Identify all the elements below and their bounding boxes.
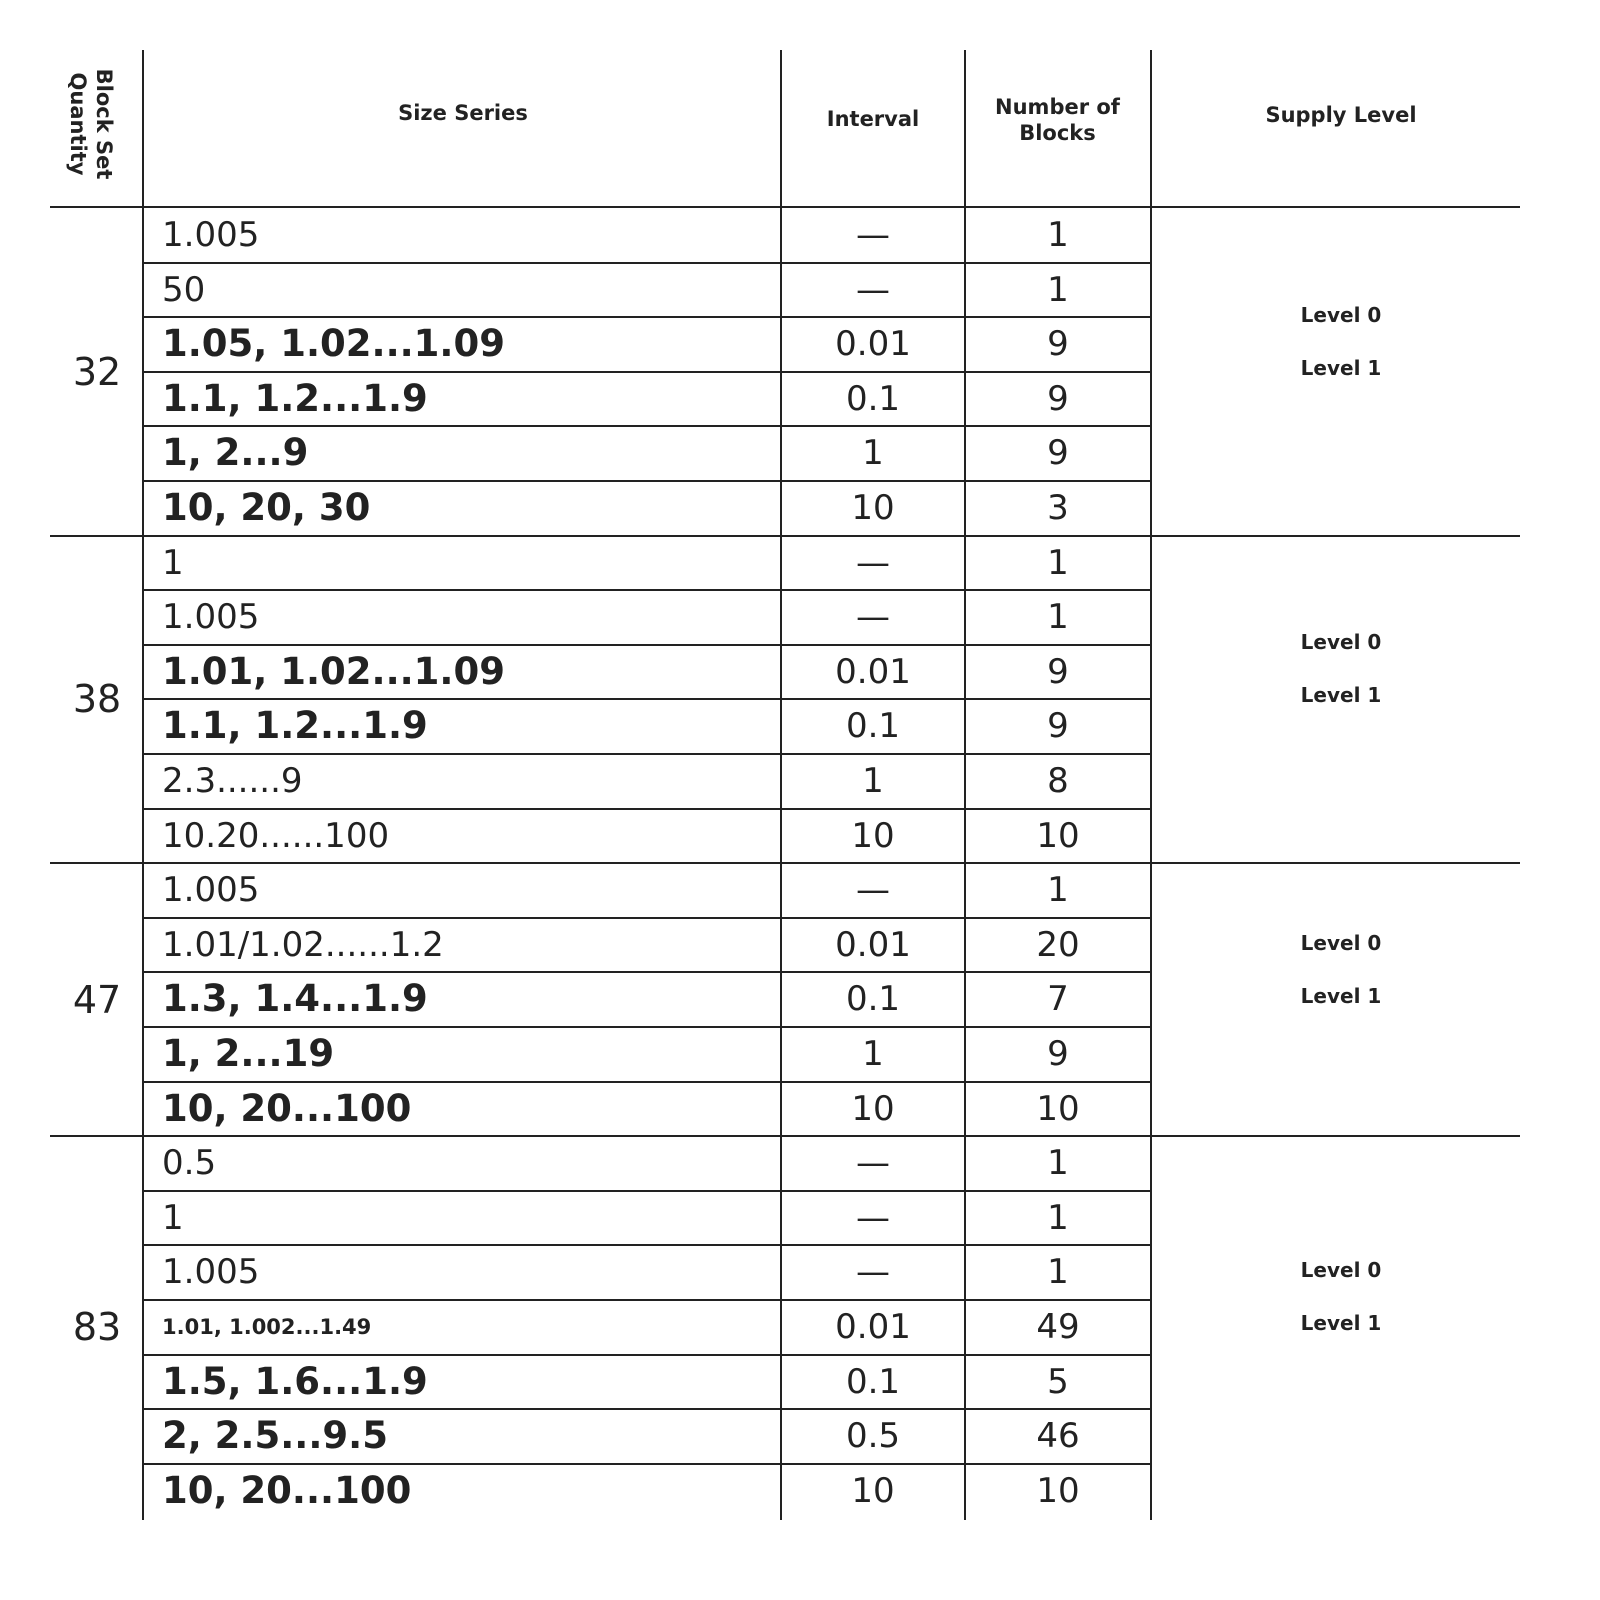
number-of-blocks-cell: 1: [1047, 597, 1069, 638]
interval-cell: 0.5: [845, 1416, 901, 1457]
supply-level-0: Level 0: [1300, 1258, 1382, 1283]
header-interval: Interval: [826, 107, 920, 131]
interval-cell: 0.1: [845, 706, 901, 747]
number-of-blocks-cell: 9: [1047, 706, 1069, 747]
size-series-cell: 1.1, 1.2...1.9: [162, 376, 428, 420]
interval-cell: 10: [851, 1470, 895, 1511]
number-of-blocks-cell: 10: [1036, 815, 1080, 856]
size-series-cell: 2, 2.5...9.5: [162, 1414, 388, 1458]
header-supply-level: Supply Level: [1265, 103, 1417, 127]
number-of-blocks-cell: 8: [1047, 761, 1069, 801]
supply-level-1: Level 1: [1300, 683, 1382, 708]
number-of-blocks-cell: 1: [1047, 870, 1069, 911]
interval-cell: 1: [862, 433, 884, 474]
number-of-blocks-cell: 7: [1047, 979, 1069, 1020]
interval-cell: —: [856, 215, 890, 255]
number-of-blocks-cell: 10: [1036, 1088, 1080, 1129]
interval-cell: 0.1: [845, 979, 901, 1020]
size-series-cell: 1.005: [162, 215, 260, 255]
size-series-cell: 2.3......9: [162, 761, 303, 801]
header-number-of-blocks: Number of Blocks: [995, 95, 1120, 145]
number-of-blocks-cell: 46: [1036, 1416, 1080, 1457]
size-series-cell: 10, 20...100: [162, 1468, 412, 1512]
size-series-cell: 0.5: [162, 1143, 217, 1184]
interval-cell: 0.1: [845, 1361, 901, 1402]
interval-cell: 0.01: [835, 924, 911, 965]
size-series-cell: 10, 20...100: [162, 1086, 412, 1130]
supply-level-1: Level 1: [1300, 1311, 1382, 1336]
size-series-cell: 1.01, 1.002...1.49: [162, 1315, 372, 1339]
number-of-blocks-cell: 9: [1047, 1034, 1069, 1074]
header-block-set-quantity-label: Block Set Quantity: [66, 68, 116, 180]
header-size-series: Size Series: [398, 101, 528, 125]
number-of-blocks-cell: 49: [1036, 1307, 1080, 1347]
size-series-cell: 1: [162, 542, 184, 583]
interval-cell: 0.01: [835, 1307, 911, 1347]
supply-level-1: Level 1: [1300, 983, 1382, 1008]
block-set-quantity: 83: [72, 1305, 122, 1350]
size-series-cell: 1.005: [162, 597, 260, 638]
number-of-blocks-cell: 10: [1036, 1470, 1080, 1511]
block-set-quantity: 38: [72, 677, 122, 722]
interval-cell: —: [856, 542, 890, 583]
interval-cell: —: [856, 1252, 890, 1293]
interval-cell: —: [856, 269, 890, 310]
number-of-blocks-cell: 9: [1047, 433, 1069, 474]
interval-cell: —: [856, 1197, 890, 1238]
interval-cell: 10: [851, 815, 895, 856]
size-series-cell: 1.1, 1.2...1.9: [162, 704, 428, 748]
size-series-cell: 50: [162, 269, 206, 310]
size-series-cell: 1.005: [162, 870, 260, 911]
size-series-cell: 1.005: [162, 1252, 260, 1293]
size-series-cell: 1: [162, 1197, 184, 1238]
number-of-blocks-cell: 1: [1047, 1252, 1069, 1293]
size-series-cell: 1.01, 1.02...1.09: [162, 649, 505, 693]
size-series-cell: 1.05, 1.02...1.09: [162, 322, 505, 366]
number-of-blocks-cell: 9: [1047, 378, 1069, 419]
supply-level-0: Level 0: [1300, 930, 1382, 955]
number-of-blocks-cell: 9: [1047, 651, 1069, 692]
size-series-cell: 1, 2...19: [162, 1032, 335, 1075]
interval-cell: —: [856, 597, 890, 638]
header-block-set-quantity: [57, 64, 117, 184]
interval-cell: 0.01: [835, 324, 911, 365]
interval-cell: 10: [851, 1088, 895, 1129]
interval-cell: 1: [862, 761, 884, 801]
block-set-quantity: 47: [72, 977, 122, 1022]
size-series-cell: 1.3, 1.4...1.9: [162, 977, 428, 1021]
number-of-blocks-cell: 9: [1047, 324, 1069, 365]
interval-cell: —: [856, 870, 890, 911]
interval-cell: 0.01: [835, 651, 911, 692]
number-of-blocks-cell: 20: [1036, 924, 1080, 965]
number-of-blocks-cell: 5: [1047, 1361, 1069, 1402]
number-of-blocks-cell: 1: [1047, 542, 1069, 583]
size-series-cell: 10.20......100: [162, 815, 390, 856]
number-of-blocks-cell: 1: [1047, 269, 1069, 310]
size-series-cell: 1.01/1.02......1.2: [162, 924, 444, 965]
interval-cell: —: [856, 1143, 890, 1184]
number-of-blocks-cell: 1: [1047, 1197, 1069, 1238]
number-of-blocks-cell: 1: [1047, 1143, 1069, 1184]
size-series-cell: 1.5, 1.6...1.9: [162, 1359, 428, 1403]
number-of-blocks-cell: 3: [1047, 488, 1069, 528]
interval-cell: 0.1: [845, 378, 901, 419]
interval-cell: 1: [862, 1034, 884, 1074]
supply-level-1: Level 1: [1300, 355, 1382, 380]
interval-cell: 10: [851, 488, 895, 528]
block-set-quantity: 32: [72, 349, 122, 394]
number-of-blocks-cell: 1: [1047, 215, 1069, 255]
size-series-cell: 1, 2...9: [162, 431, 309, 475]
size-series-cell: 10, 20, 30: [162, 486, 371, 529]
supply-level-0: Level 0: [1300, 302, 1382, 327]
supply-level-0: Level 0: [1300, 630, 1382, 655]
